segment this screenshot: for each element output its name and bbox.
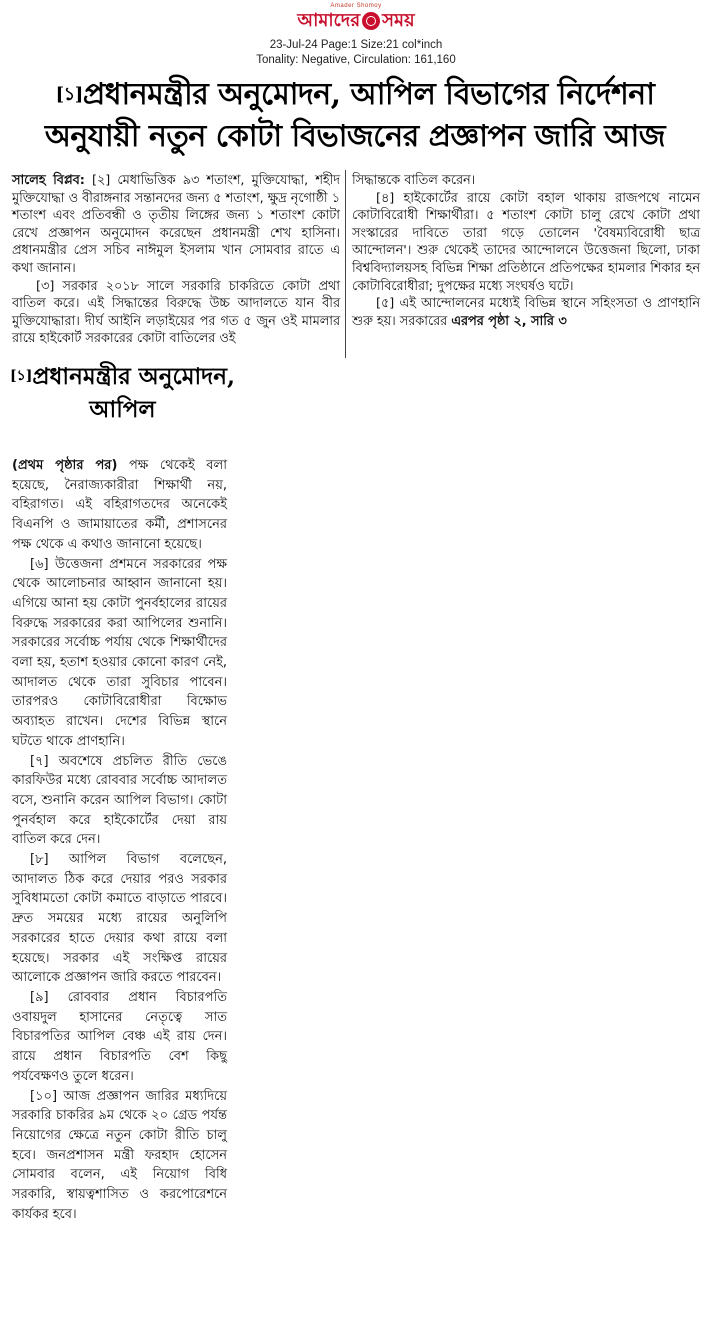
lead-paragraph-4: [৪] হাইকোর্টের রায়ে কোটা বহাল থাকায় রাজপথে নামেন কোটাবিরোধী শিক্ষার্থীরা। ৫ শতাংশ কোটা চালু রেখে কোটা প্রথা সংস্কারের দাবিতে তারা গড়ে তোলেন 'বৈষম্যবিরোধী ছাত্র আন্দোলন'। শুরু থেকেই তাদের আন্দোলনে উত্তেজনা ছিলো, ঢাকা বিশ্ববিদ্যালয়সহ বিভিন্ন শিক্ষা প্রতিষ্ঠানে প্রতিপক্ষের হামলার শিকার হন কোটাবিরোধীরা; দুপক্ষের মধ্যে সংঘর্ষও ঘটে। [352,190,700,294]
logo-text-part: আমাদের [297,10,361,31]
lead-left-column [12,172,340,348]
continuation-paragraph-6: [৬] উত্তেজনা প্রশমনে সরকারের পক্ষ থেকে আলোচনার আহ্বান জানানো হয়। এগিয়ে আনা হয় কোটা পুনর্বহালের রায়ের বিরুদ্ধে সরকারের করা আপিলের শুনানি। সরকারের সর্বোচ্চ পর্যায় থেকে শিক্ষার্থীদের বলা হয়, হতাশ হওয়ার কোনো কারণ নেই, আদালত থেকে তারা সুবিচার পাবেন। তারপরও কোটাবিরোধীরা বিক্ষোভ অব্যাহত রাখেন। দেশের বিভিন্ন স্থানে ঘটতে থাকে প্রাণহানি। [12,556,227,749]
lead-right-column [352,172,700,330]
newspaper-logo [297,10,414,32]
lead-paragraph-continued: সিদ্ধান্তকে বাতিল করেন। [352,173,476,188]
byline: সালেহ বিপ্লব: [12,173,85,188]
main-headline [10,74,700,158]
continuation-label: (প্রথম পৃষ্ঠার পর) [12,458,118,473]
subhead-text: প্রধানমন্ত্রীর অনুমোদন, আপিল [32,363,235,423]
logo-seal-icon [362,12,380,30]
continuation-paragraph-8: [৮] আপিল বিভাগ বলেছেন, আদালত ঠিক করে দেয়ার পরও সরকার সুবিধামতো কোটা কমাতে বাড়াতে পারবে। দ্রুত সময়ের মধ্যে রায়ের অনুলিপি সরকারের হাতে দেয়ার কথা রায়ে বলা হয়েছে। সরকার এই সংক্ষিপ্ত রায়ের আলোকে প্রজ্ঞাপন জারি করতে পারবেন। [12,852,227,986]
continuation-paragraph-10: [১০] আজ প্রজ্ঞাপন জারির মধ্যদিয়ে সরকারি চাকরির ৯ম থেকে ২০ গ্রেড পর্যন্ত নিয়োগের ক্ষেত্রে নতুন কোটা রীতি চালু হবে। জনপ্রশাসন মন্ত্রী ফরহাদ হোসেন সোমবার বলেন, এই নিয়োগ বিধি সরকারি, স্বায়ত্বশাসিত ও করপোরেশনে কার্যকর হবে। [12,1088,227,1222]
brand-name-en: Amader Shomoy [330,3,382,9]
continuation-column [12,456,227,1224]
continuation-headline [10,360,235,426]
continuation-paragraph-7: [৭] অবশেষে প্রচলিত রীতি ভেঙে কারফিউর মধ্যে রোববার সর্বোচ্চ আদালত বসে, শুনানি করেন আপিল বিভাগ। কোটা পুনর্বহাল করে হাইকোর্টের দেয়া রায় বাতিল করে দেন। [12,753,227,848]
column-divider [345,170,346,358]
clipping-info: 23-Jul-24 Page:1 Size:21 col*inch [269,39,443,51]
headline-marker: [১] [55,84,83,105]
tonality-info: Tonality: Negative, Circulation: 161,160 [256,54,456,66]
continuation-paragraph-9: [৯] রোববার প্রধান বিচারপতি ওবায়দুল হাসানের নেতৃত্বে সাত বিচারপতির আপিল বেঞ্চ এই রায় দেন। রায়ে প্রধান বিচারপতি বেশ কিছু পর্যবেক্ষণও তুলে ধরেন। [12,989,227,1084]
logo-text-part: সময় [382,10,415,31]
jump-line: এরপর পৃষ্ঠা ২, সারি ৩ [451,313,567,329]
lead-paragraph-2: [২] মেধাভিত্তিক ৯৩ শতাংশ, মুক্তিযোদ্ধা, শহীদ মুক্তিযোদ্ধা ও বীরাঙ্গনার সন্তানদের জন্য ৫ শতাংশ, ক্ষুদ্র নৃগোষ্ঠী ১ শতাংশ এবং প্রতিবন্ধী ও তৃতীয় লিঙ্গের জন্য ১ শতাংশ কোটা রেখে প্রজ্ঞাপন অনুমোদন করেছেন প্রধানমন্ত্রী শেখ হাসিনা। প্রধানমন্ত্রীর প্রেস সচিব নাঈমুল ইসলাম খান সোমবার রাতে এ কথা জানান। [12,173,340,276]
continuation-paragraph-0: পক্ষ থেকেই বলা হয়েছে, নৈরাজ্যকারীরা শিক্ষার্থী নয়, বহিরাগত। এই বহিরাগতদের অনেকেই বিএনপি ও জামায়াতের কর্মী, প্রশাসনের পক্ষ থেকে এ কথাও জানানো হয়েছে। [12,458,227,552]
masthead [0,2,712,68]
headline-text: প্রধানমন্ত্রীর অনুমোদন, আপিল বিভাগের নির্দেশনা অনুযায়ী নতুন কোটা বিভাজনের প্রজ্ঞাপন জারি আজ [44,77,666,154]
subhead-marker: [১] [10,368,33,384]
lead-paragraph-5: [৫] এই আন্দোলনের মধ্যেই বিভিন্ন স্থানে সহিংসতা ও প্রাণহানি শুরু হয়। সরকারের [352,296,700,329]
lead-paragraph-3: [৩] সরকার ২০১৮ সালে সরকারি চাকরিতে কোটা প্রথা বাতিল করে। এই সিদ্ধান্তের বিরুদ্ধে উচ্চ আদালতে যান বীর মুক্তিযোদ্ধারা। দীর্ঘ আইনি লড়াইয়ের পর গত ৫ জুন ওই মামলার রায়ে হাইকোর্ট সরকারের কোটা বাতিলের ওই [12,278,340,347]
